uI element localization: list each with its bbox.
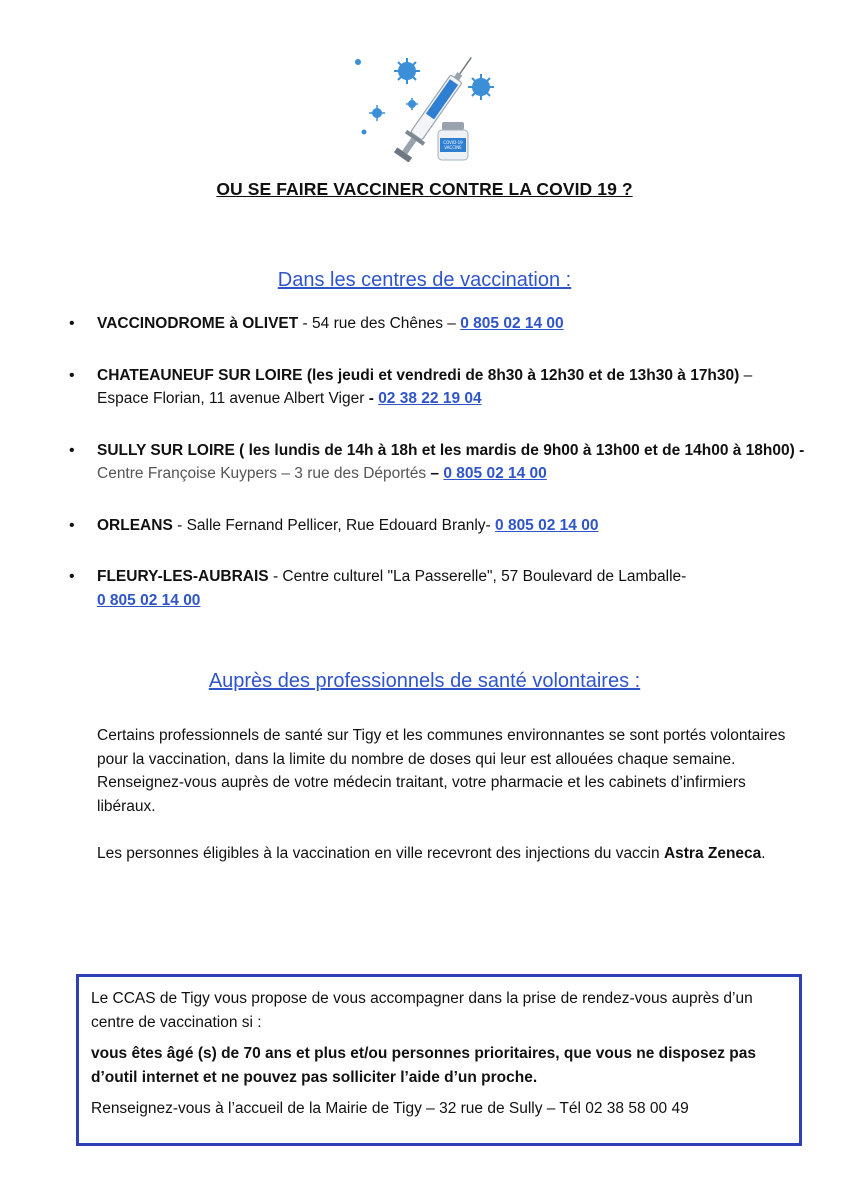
list-item bbox=[60, 439, 805, 486]
centre-address: - Salle Fernand Pellicer, Rue Edouard Branly- bbox=[172, 516, 496, 534]
centre-separator: – bbox=[426, 465, 444, 482]
centre-name: ORLEANS bbox=[97, 516, 173, 534]
list-item bbox=[60, 364, 805, 411]
centre-name: VACCINODROME à OLIVET bbox=[97, 315, 299, 332]
ccas-contact: Renseignez-vous à l’accueil de la Mairie de Tigy – 32 rue de Sully – Tél 02 38 58 00 49 bbox=[91, 1100, 689, 1117]
ccas-eligibility: vous êtes âgé (s) de 70 ans et plus et/ou personnes prioritaires, que vous ne disposez pas d’outil internet et ne pouvez pas solliciter l’aide d’un proche. bbox=[91, 1045, 756, 1086]
professionals-paragraph: Certains professionnels de santé sur Tigy et les communes environnantes se sont portés volontaires pour la vaccination, dans la limite du nombre de doses qui leur est allouées chaque semaine. Renseignez-vous auprès de votre médecin traitant, votre pharmacie et les cabinets d’infirmiers libéraux. bbox=[97, 727, 786, 815]
virus-icon bbox=[406, 98, 418, 110]
centre-separator: - bbox=[298, 315, 313, 332]
centre-address: 54 rue des Chênes – bbox=[312, 315, 461, 332]
phone-link[interactable]: 0 805 02 14 00 bbox=[97, 591, 201, 609]
centre-address: – Espace Florian, 11 avenue Albert Viger bbox=[97, 366, 753, 407]
virus-icon bbox=[394, 58, 420, 84]
vaccine-name: Astra Zeneca bbox=[663, 845, 762, 862]
professionals-heading: Auprès des professionnels de santé volontaires : bbox=[208, 670, 641, 692]
paragraph-text: Les personnes éligibles à la vaccination en ville recevront des injections du vaccin bbox=[97, 845, 664, 862]
vaccination-centres-list bbox=[60, 312, 805, 640]
centre-name: CHATEAUNEUF SUR LOIRE (les jeudi et vendredi de 8h30 à 12h30 et de 13h30 à 17h30) bbox=[97, 366, 740, 384]
phone-link[interactable]: 0 805 02 14 00 bbox=[495, 516, 599, 534]
astra-zeneca-paragraph bbox=[97, 842, 797, 866]
phone-link[interactable]: 0 805 02 14 00 bbox=[460, 315, 564, 332]
phone-link[interactable]: 0 805 02 14 00 bbox=[443, 465, 547, 482]
centre-address: Centre Françoise Kuypers – 3 rue des Déportés bbox=[97, 465, 427, 482]
list-item bbox=[60, 514, 805, 538]
phone-link[interactable]: 02 38 22 19 04 bbox=[378, 390, 482, 407]
vaccine-vial-icon bbox=[438, 122, 468, 160]
list-item bbox=[60, 565, 805, 612]
vaccine-illustration bbox=[350, 50, 500, 162]
page-title: OU SE FAIRE VACCINER CONTRE LA COVID 19 ? bbox=[216, 179, 633, 199]
paragraph-end: . bbox=[761, 845, 766, 862]
vaccine-syringe-icon bbox=[350, 50, 500, 162]
centre-separator: - bbox=[368, 390, 379, 407]
virus-icon bbox=[468, 74, 494, 100]
svg-text:COVID-19: COVID-19 bbox=[443, 140, 463, 145]
centre-name: SULLY SUR LOIRE ( les lundis de 14h à 18h et les mardis de 9h00 à 13h00 et de 14h00 à 18h00) - bbox=[97, 441, 805, 459]
list-item bbox=[60, 312, 805, 336]
ccas-info-box bbox=[76, 974, 802, 1146]
virus-icon bbox=[369, 105, 385, 121]
centre-name: FLEURY-LES-AUBRAIS bbox=[97, 568, 269, 585]
centres-heading: Dans les centres de vaccination : bbox=[277, 269, 572, 291]
ccas-intro: Le CCAS de Tigy vous propose de vous accompagner dans la prise de rendez-vous auprès d’un centre de vaccination si : bbox=[91, 990, 753, 1031]
svg-text:VACCINE: VACCINE bbox=[444, 145, 462, 150]
centre-address: - Centre culturel "La Passerelle", 57 Boulevard de Lamballe- bbox=[268, 568, 687, 585]
